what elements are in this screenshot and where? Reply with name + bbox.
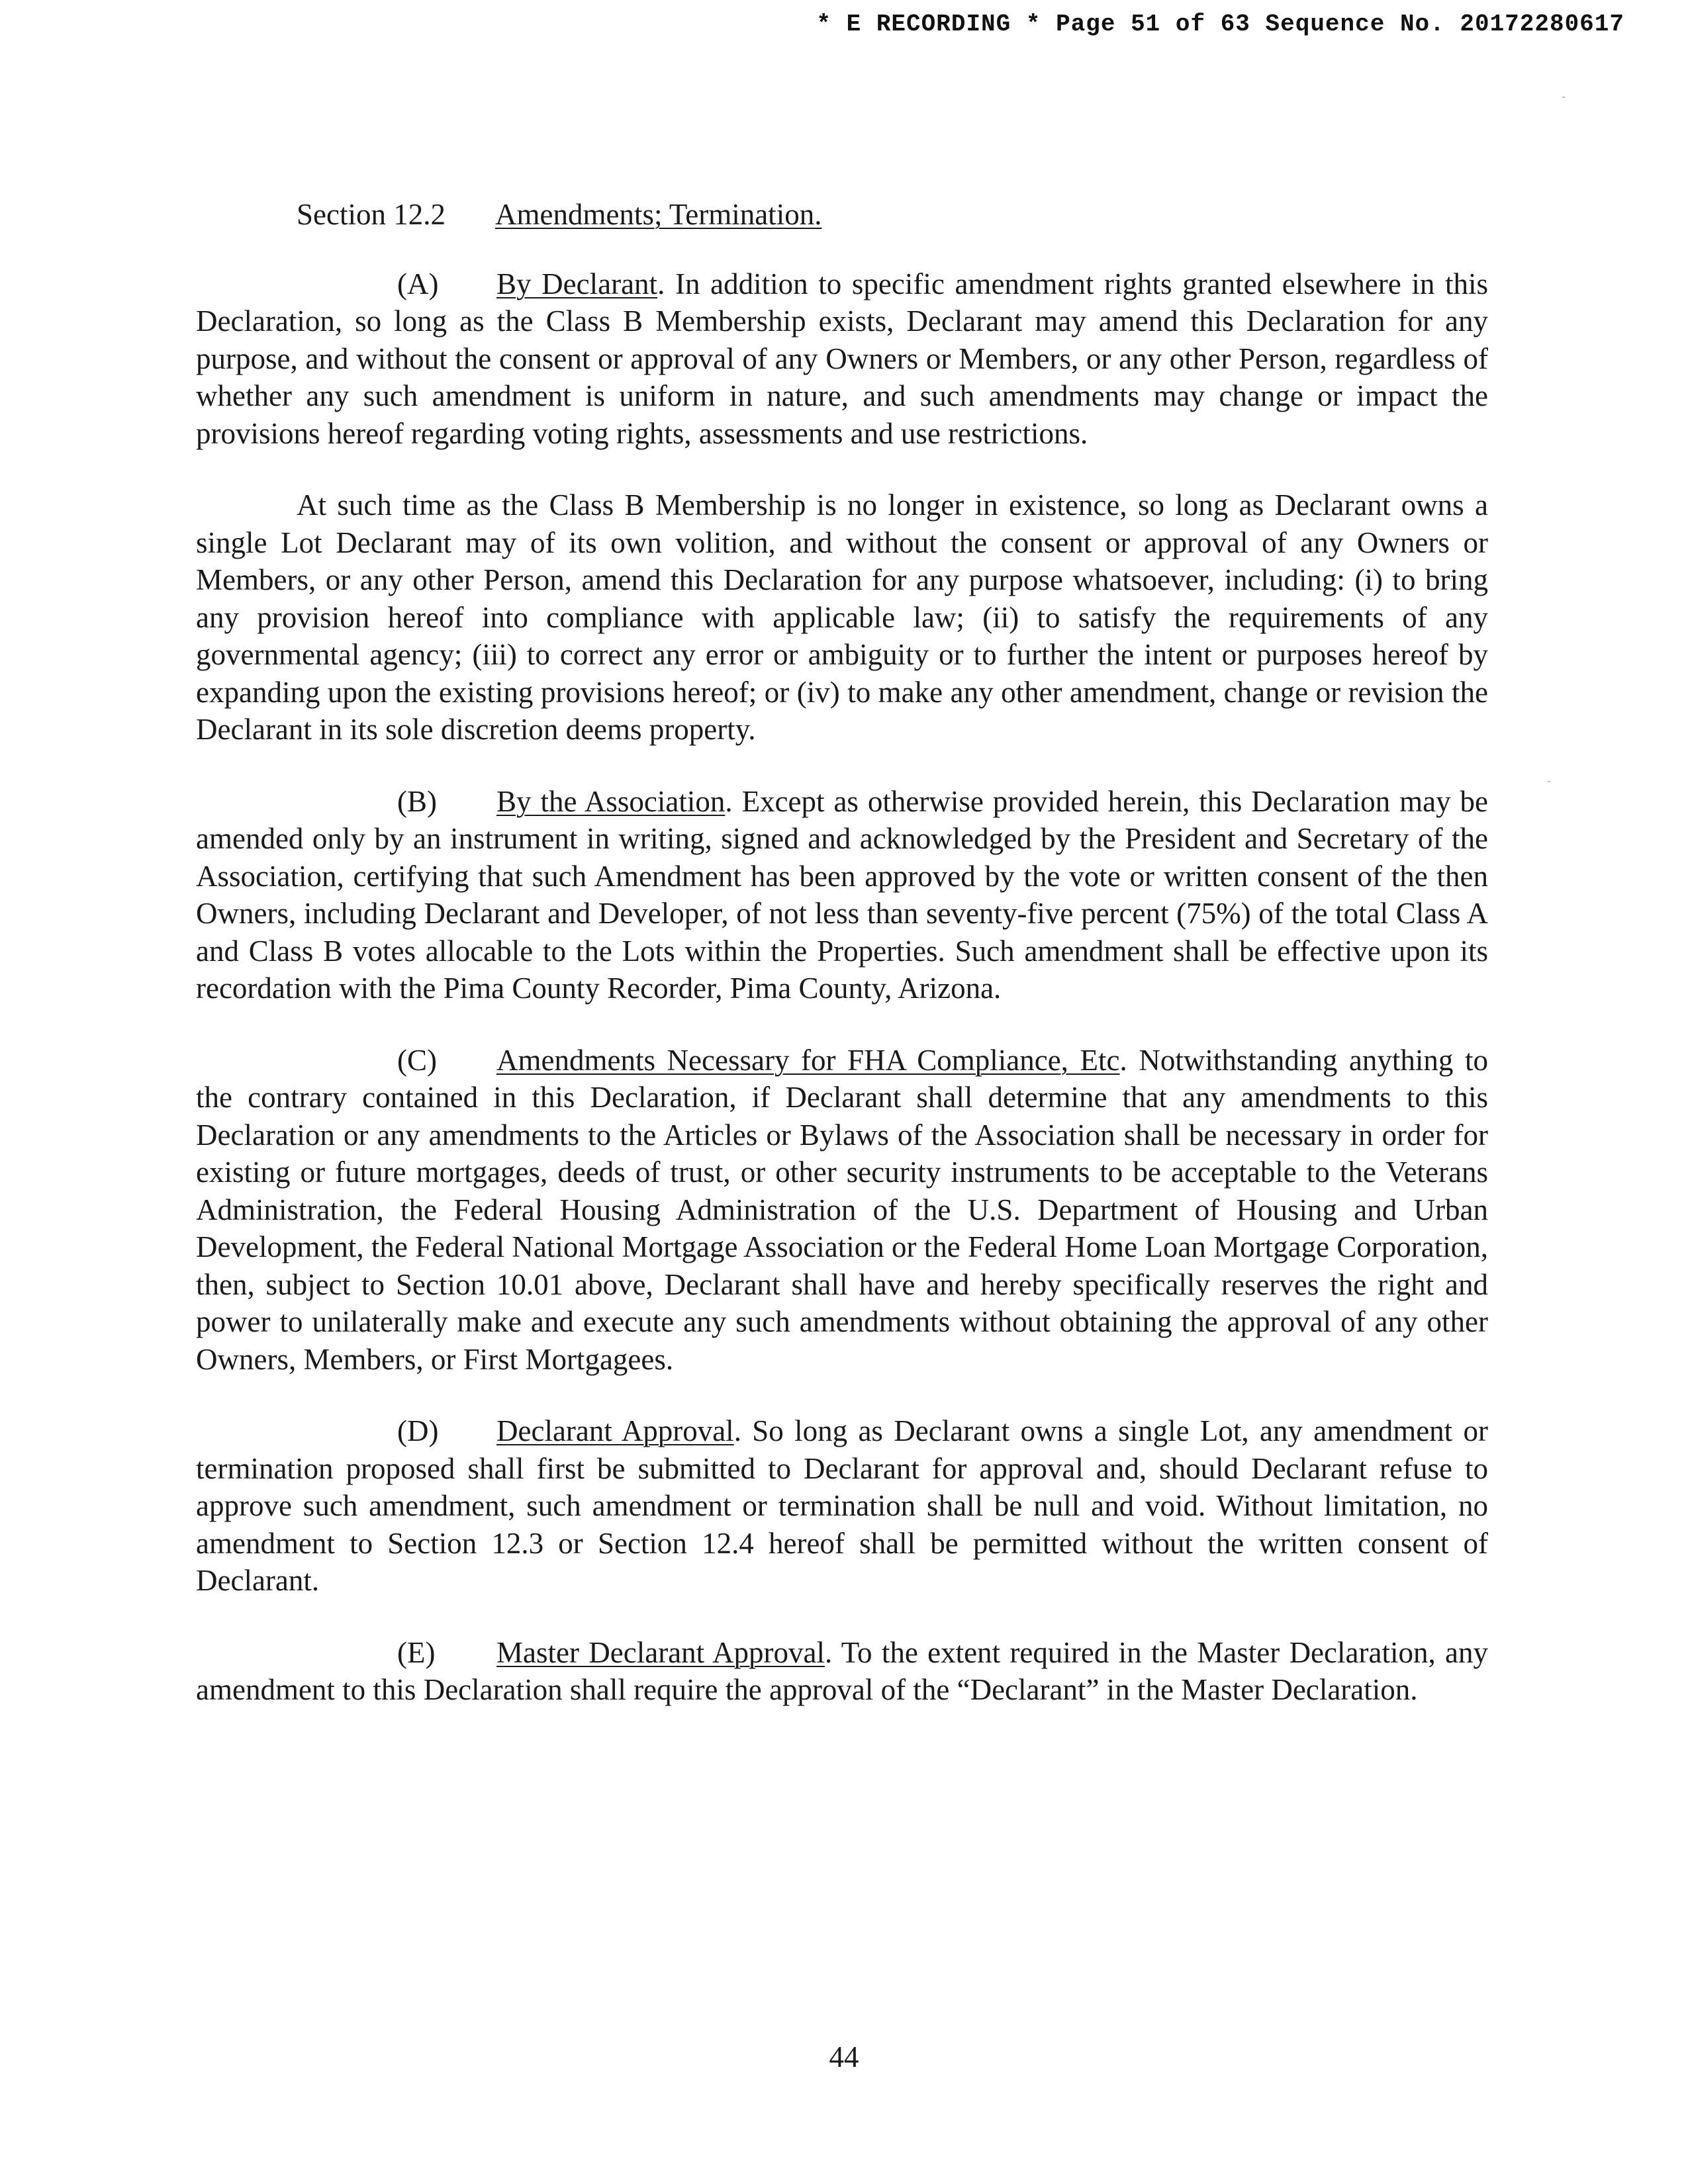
scan-speck (1548, 781, 1550, 782)
paragraph-c-text: . Notwithstanding anything to the contrary contained in this Declaration, if Declarant shall determine that any amendments to this Declaration or any amendments to the Articles or Bylaws of the Association shall be necessary in order for existing or future mortgages, deeds of trust, or other security instruments to be acceptable to the Veterans Administration, the Federal Housing Administration of the U.S. Department of Housing and Urban Development, the Federal National Mortgage Association or the Federal Home Loan Mortgage Corporation, then, subject to Section 10.01 above, Declarant shall have and hereby specifically reserves the right and power to unilaterally make and execute any such amendments without obtaining the approval of any other Owners, Members, or First Mortgagees. (196, 1043, 1488, 1376)
paragraph-b-text: . Except as otherwise provided herein, this Declaration may be amended only by an instrument in writing, signed and acknowledged by the President and Secretary of the Association, certifying that such Amendment has been approved by the vote or written consent of the then Owners, including Declarant and Developer, of not less than seventy-five percent (75%) of the total Class A and Class B votes allocable to the Lots within the Properties. Such amendment shall be effective upon its recordation with the Pima County Recorder, Pima County, Arizona. (196, 784, 1488, 1005)
paragraph-a-continuation (196, 486, 1488, 749)
paragraph-c (196, 1042, 1488, 1379)
recording-stamp-header: * E RECORDING * Page 51 of 63 Sequence No. 20172280617 (816, 11, 1624, 38)
scan-speck (1562, 97, 1565, 98)
paragraph-d-heading: Declarant Approval (496, 1414, 734, 1447)
paragraph-c-label: (C) (397, 1043, 437, 1077)
paragraph-a-text: . In addition to specific amendment rights granted elsewhere in this Declaration, so long as the Class B Membership exists, Declarant may amend this Declaration for any purpose, and without the consent or approval of any Owners or Members, or any other Person, regardless of whether any such amendment is uniform in nature, and such amendments may change or impact the provisions hereof regarding voting rights, assessments and use restrictions. (196, 267, 1488, 450)
page-number: 44 (829, 2040, 859, 2073)
paragraph-a-heading: By Declarant (496, 267, 658, 300)
paragraph-b-label: (B) (397, 784, 437, 818)
paragraph-b-heading: By the Association (496, 784, 726, 818)
paragraph-e-heading: Master Declarant Approval (496, 1635, 825, 1669)
paragraph-e-text: . To the extent required in the Master Declaration, any amendment to this Declaration shall require the approval of the “Declarant” in the Master Declaration. (196, 1635, 1488, 1706)
paragraph-e-label: (E) (397, 1635, 436, 1669)
paragraph-d (196, 1412, 1488, 1600)
paragraph-d-text: . So long as Declarant owns a single Lot, any amendment or termination proposed shall first be submitted to Declarant for approval and, should Declarant refuse to approve such amendment, such amendment or termination shall be null and void. Without limitation, no amendment to Section 12.3 or Section 12.4 hereof shall be permitted without the written consent of Declarant. (196, 1414, 1488, 1597)
section-number: Section 12.2 (297, 198, 445, 231)
paragraph-a2-text: At such time as the Class B Membership is no longer in existence, so long as Declarant owns a single Lot Declarant may of its own volition, and without the consent or approval of any Owners or Members, or any other Person, amend this Declaration for any purpose whatsoever, including: (i) to bring any provision hereof into compliance with applicable law; (ii) to satisfy the requirements of any governmental agency; (iii) to correct any error or ambiguity or to further the intent or purposes hereof by expanding upon the existing provisions hereof; or (iv) to make any other amendment, change or revision the Declarant in its sole discretion deems property. (196, 488, 1488, 746)
paragraph-e (196, 1634, 1488, 1709)
paragraph-a (196, 265, 1488, 453)
paragraph-a-label: (A) (397, 267, 439, 300)
section-heading (196, 196, 1488, 234)
document-body (196, 196, 1488, 1743)
paragraph-d-label: (D) (397, 1414, 439, 1447)
section-title: Amendments; Termination. (495, 198, 822, 231)
paragraph-c-heading: Amendments Necessary for FHA Compliance, Etc (496, 1043, 1120, 1077)
paragraph-b (196, 783, 1488, 1007)
